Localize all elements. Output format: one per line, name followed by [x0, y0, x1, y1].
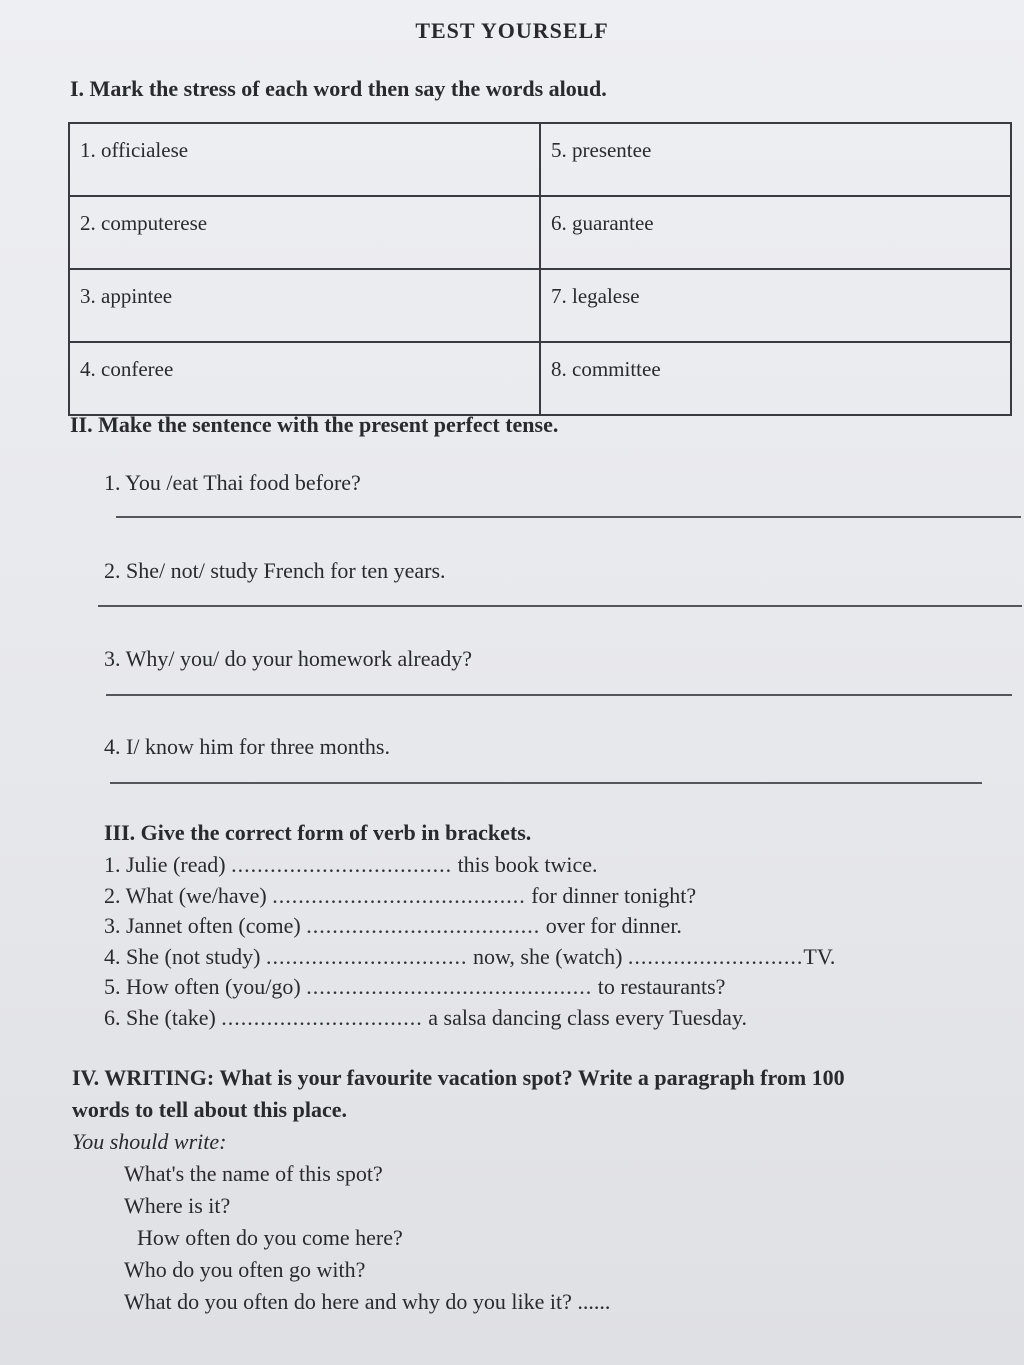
- writing-prompt: How often do you come here?: [137, 1225, 403, 1250]
- blank-dots[interactable]: ...............................: [265, 943, 468, 969]
- list-item: [104, 972, 835, 1003]
- answer-line[interactable]: [98, 605, 1022, 607]
- answer-line[interactable]: [106, 694, 1012, 696]
- verb-exercise-list: [104, 850, 835, 1034]
- table-cell: 3. appintee: [69, 269, 540, 342]
- item-ending: a salsa dancing class every Tuesday.: [428, 1004, 748, 1030]
- item-prompt: 6. She (take): [104, 1004, 216, 1030]
- item-ending: to restaurants?: [597, 974, 726, 1000]
- item-prompt: 5. How often (you/go): [104, 974, 301, 1000]
- writing-prompt: What do you often do here and why do you like it? ......: [124, 1289, 611, 1314]
- table-cell: 4. conferee: [69, 342, 540, 415]
- answer-line[interactable]: [116, 516, 1021, 518]
- blank-dots[interactable]: ....................................: [306, 913, 541, 939]
- section-4-heading-cont: words to tell about this place.: [72, 1097, 347, 1122]
- list-item: [104, 881, 835, 912]
- table-row: [69, 342, 1011, 415]
- section-2-heading: II. Make the sentence with the present perfect tense.: [70, 412, 559, 437]
- blank-dots[interactable]: .......................................: [272, 882, 526, 908]
- item-prompt: 1. Julie (read): [104, 852, 226, 877]
- writing-section: [72, 1062, 1017, 1318]
- writing-prompt: Who do you often go with?: [124, 1257, 366, 1282]
- writing-instruction: You should write:: [72, 1129, 227, 1154]
- section-3-heading: III. Give the correct form of verb in brackets.: [104, 820, 532, 845]
- item-prompt: 4. She (not study): [104, 943, 261, 969]
- writing-prompt: What's the name of this spot?: [124, 1161, 383, 1186]
- item-ending: over for dinner.: [545, 913, 682, 939]
- table-row: [69, 123, 1011, 196]
- table-cell: 6. guarantee: [540, 196, 1011, 269]
- page-title: TEST YOURSELF: [415, 18, 609, 43]
- stress-word-table: [68, 122, 1012, 416]
- list-item: [104, 911, 835, 942]
- table-row: [69, 196, 1011, 269]
- answer-line[interactable]: [110, 782, 982, 784]
- item-prompt: 2. What (we/have): [104, 882, 267, 908]
- item-ending: for dinner tonight?: [531, 882, 697, 908]
- blank-dots[interactable]: ...........................: [627, 943, 804, 969]
- list-item: [104, 850, 835, 881]
- blank-dots[interactable]: ...............................: [221, 1004, 423, 1030]
- section-1-heading: I. Mark the stress of each word then say the words aloud.: [70, 76, 607, 101]
- table-cell: 5. presentee: [540, 123, 1011, 196]
- table-cell: 1. officialese: [69, 123, 540, 196]
- sentence-item: 2. She/ not/ study French for ten years.: [104, 558, 446, 583]
- sentence-item: 1. You /eat Thai food before?: [104, 470, 361, 495]
- list-item: [104, 942, 835, 973]
- section-4-heading: IV. WRITING: What is your favourite vacation spot? Write a paragraph from 100: [72, 1065, 845, 1090]
- item-ending: now, she (watch): [472, 943, 623, 969]
- sentence-item: 3. Why/ you/ do your homework already?: [104, 646, 473, 671]
- item-prompt: 3. Jannet often (come): [104, 913, 301, 939]
- blank-dots[interactable]: ..................................: [231, 852, 453, 877]
- blank-dots[interactable]: ............................................: [306, 974, 593, 1000]
- table-cell: 7. legalese: [540, 269, 1011, 342]
- item-ending: TV.: [803, 943, 836, 969]
- table-cell: 2. computerese: [69, 196, 540, 269]
- list-item: [104, 1003, 835, 1034]
- item-ending: this book twice.: [457, 852, 598, 877]
- table-row: [69, 269, 1011, 342]
- writing-prompt: Where is it?: [124, 1193, 231, 1218]
- table-cell: 8. committee: [540, 342, 1011, 415]
- sentence-item: 4. I/ know him for three months.: [104, 734, 390, 759]
